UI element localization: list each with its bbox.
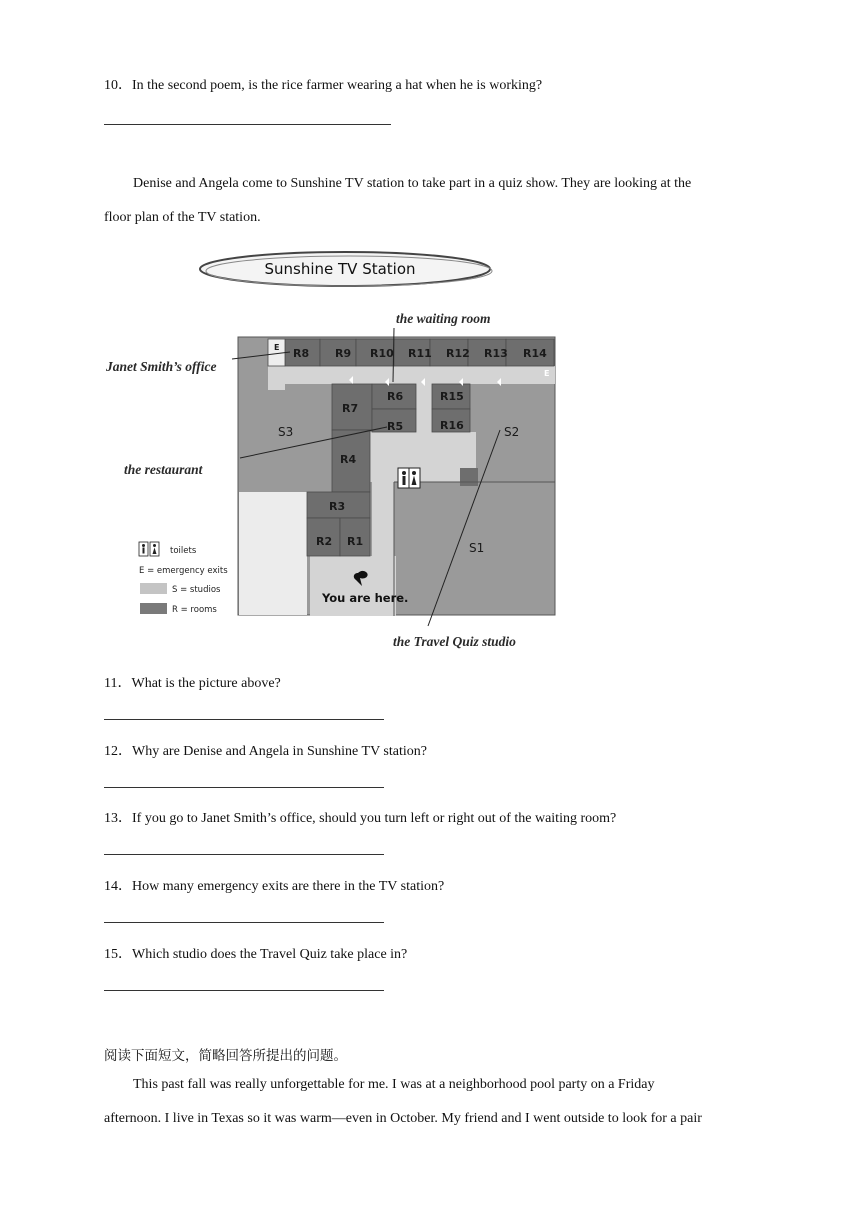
reading-line-1: This past fall was really unforgettable for me. I was at a neighborhood pool party on a Friday [133,1077,655,1092]
question-10: 10．In the second poem, is the rice farmer wearing a hat when he is working? [104,78,543,93]
map-title-banner [200,252,492,286]
studio-s3: S3 [278,425,294,439]
room-r11: R11 [408,347,432,360]
corridor-top [268,366,555,384]
legend-room-swatch [140,603,167,614]
lobby [310,556,396,616]
question-11: 11．What is the picture above? [104,676,281,691]
map-legend [139,542,228,615]
room-r14: R14 [523,347,547,360]
exit-mark-1: E [274,343,280,352]
legend-rooms: R = rooms [172,605,217,615]
exit-mark-2: E [544,369,550,378]
question-14: 14．How many emergency exits are there in the TV station? [104,879,445,894]
studio-s1: S1 [469,541,485,555]
legend-exits: E = emergency exits [139,566,228,576]
passage-line-2: floor plan of the TV station. [104,210,261,225]
you-are-here-label: You are here. [322,591,409,605]
room-r6: R6 [387,390,404,403]
legend-studio-swatch [140,583,167,594]
room-r5: R5 [387,420,404,433]
answer-line-12[interactable] [104,787,384,788]
callout-restaurant: the restaurant [124,462,203,477]
legend-toilet-icon [139,542,159,556]
question-12: 12．Why are Denise and Angela in Sunshine TV station? [104,744,427,759]
answer-line-15[interactable] [104,990,384,991]
callout-janet-office: Janet Smith’s office [106,359,217,374]
room-r15: R15 [440,390,464,403]
answer-line-13[interactable] [104,854,384,855]
map-title: Sunshine TV Station [264,260,416,278]
room-r7: R7 [342,402,359,415]
room-r16: R16 [440,419,464,432]
room-r4: R4 [340,453,357,466]
floor-plan-figure [100,246,560,656]
callout-travel-quiz: the Travel Quiz studio [393,634,516,649]
question-13: 13．If you go to Janet Smith’s office, should you turn left or right out of the waiting room? [104,811,617,826]
answer-line-11[interactable] [104,719,384,720]
room-r10: R10 [370,347,394,360]
reading-line-2: afternoon. I live in Texas so it was warm—even in October. My friend and I went outside to look for a pair [104,1111,702,1126]
callout-waiting-room: the waiting room [396,311,491,326]
passage-line-1: Denise and Angela come to Sunshine TV station to take part in a quiz show. They are looking at the [133,176,692,191]
legend-studios: S = studios [172,585,221,595]
reading-instruction: 阅读下面短文，简略回答所提出的问题。 [104,1048,347,1064]
room-r13: R13 [484,347,508,360]
room-r8: R8 [293,347,310,360]
answer-line-14[interactable] [104,922,384,923]
legend-toilets: toilets [170,546,197,556]
question-15: 15．Which studio does the Travel Quiz take place in? [104,947,408,962]
toilet-icon [398,468,420,488]
room-r9: R9 [335,347,352,360]
room-r3: R3 [329,500,346,513]
room-r12: R12 [446,347,470,360]
room-r2: R2 [316,535,333,548]
answer-line-10[interactable] [104,124,391,125]
room-r1: R1 [347,535,364,548]
studio-s2: S2 [504,425,520,439]
